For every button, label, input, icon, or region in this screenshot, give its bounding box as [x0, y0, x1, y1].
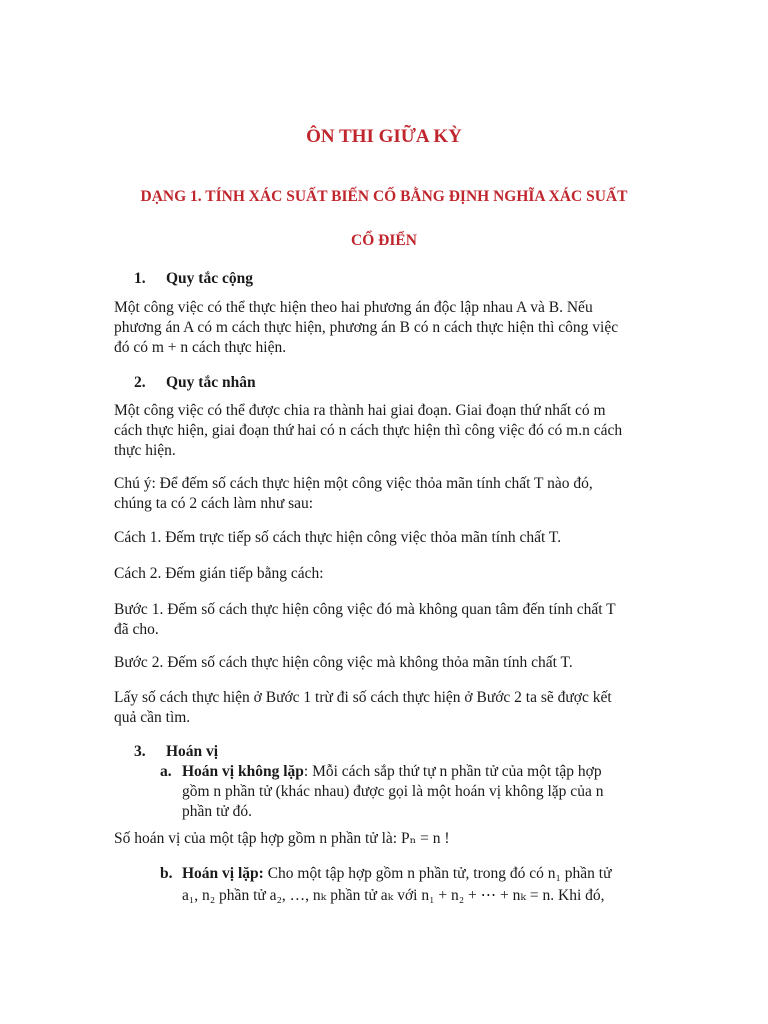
heading-quy-tac-nhan [134, 374, 256, 392]
note-line: Chú ý: Để đếm số cách thực hiện một công việc thỏa mãn tính chất T nào đó, [114, 475, 593, 492]
heading-quy-tac-cong [134, 270, 253, 288]
result-line: quả cần tìm. [114, 709, 191, 726]
paragraph-line: cách thực hiện, giai đoạn thứ hai có n cách thực hiện thì công việc đó có m.n cách [114, 422, 623, 439]
paragraph-line: Một công việc có thể thực hiện theo hai phương án độc lập nhau A và B. Nếu [114, 299, 593, 316]
heading-hoan-vi [134, 743, 218, 761]
result-line: Lấy số cách thực hiện ở Bước 1 trừ đi số cách thực hiện ở Bước 2 ta sẽ được kết [114, 689, 612, 706]
paragraph-line: a₁, n₂ phần tử a₂, …, nₖ phần tử aₖ với n₁ + n₂ + ⋯ + nₖ = n. Khi đó, [182, 887, 605, 904]
heading-number: 2. [134, 374, 146, 391]
step-1: Bước 1. Đếm số cách thực hiện công việc đó mà không quan tâm đến tính chất T [114, 601, 616, 618]
step-2: Bước 2. Đếm số cách thực hiện công việc mà không thỏa mãn tính chất T. [114, 654, 573, 671]
paragraph-line: thực hiện. [114, 442, 176, 459]
paragraph-line: phần tử đó. [182, 803, 252, 820]
definition-text: Cho một tập hợp gồm n phần tử, trong đó có n₁ phần tử [263, 865, 612, 882]
page-title: ÔN THI GIỮA KỲ [306, 126, 462, 147]
paragraph-line: phương án A có m cách thực hiện, phương án B có n cách thực hiện thì công việc [114, 319, 619, 336]
section-title-line1: DẠNG 1. TÍNH XÁC SUẤT BIẾN CỐ BẰNG ĐỊNH NGHĨA XÁC SUẤT [140, 188, 628, 205]
heading-number: 1. [134, 270, 146, 287]
paragraph-line: đó có m + n cách thực hiện. [114, 339, 287, 356]
heading-text: Quy tắc cộng [166, 270, 253, 287]
subsection-b [160, 864, 612, 884]
paragraph-line: Một công việc có thể được chia ra thành hai giai đoạn. Giai đoạn thứ nhất có m [114, 402, 606, 419]
subsection-a [160, 762, 602, 782]
subsection-label: b. [160, 865, 173, 882]
paragraph-line: gồm n phần tử (khác nhau) được gọi là một hoán vị không lặp của n [182, 783, 604, 800]
term-bold: Hoán vị lặp: [182, 865, 264, 882]
permutation-count: Số hoán vị của một tập hợp gồm n phần tử là: Pₙ = n ! [114, 830, 450, 847]
term-bold: Hoán vị không lặp [182, 763, 304, 780]
heading-number: 3. [134, 743, 146, 760]
step-1-cont: đã cho. [114, 621, 159, 638]
heading-text: Hoán vị [166, 743, 219, 760]
definition-text: : Mỗi cách sắp thứ tự n phần tử của một tập hợp [303, 763, 602, 780]
section-title-line2: CỔ ĐIỂN [351, 232, 417, 249]
note-line: chúng ta có 2 cách làm như sau: [114, 495, 314, 512]
heading-text: Quy tắc nhân [166, 374, 256, 391]
method-1: Cách 1. Đếm trực tiếp số cách thực hiện công việc thỏa mãn tính chất T. [114, 529, 562, 546]
method-2: Cách 2. Đếm gián tiếp bằng cách: [114, 565, 324, 582]
subsection-label: a. [160, 763, 172, 780]
